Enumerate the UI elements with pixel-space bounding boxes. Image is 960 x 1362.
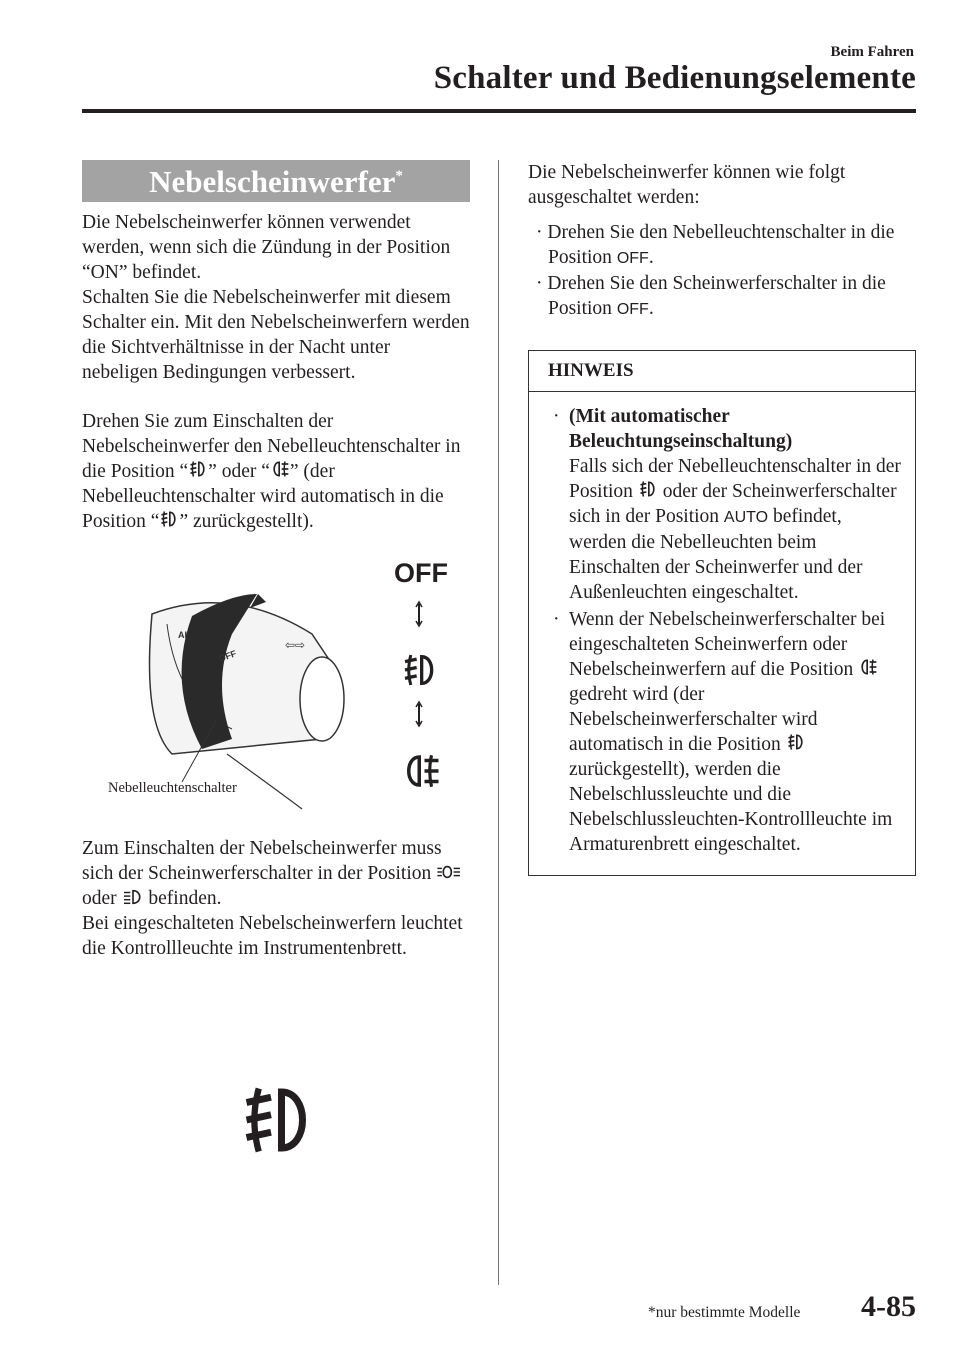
text: oder — [82, 888, 122, 909]
switch-illustration — [82, 554, 462, 814]
text: Wenn der Nebelscheinwerferschalter bei eingeschalteten Scheinwerfern oder Nebelscheinwerfern auf die Position — [569, 609, 886, 680]
paragraph: Bei eingeschalteten Nebelscheinwerfern leuchtet die Kontrollleuchte im Instrumentenbrett. — [82, 913, 463, 959]
headlight-icon — [122, 888, 144, 906]
front-fog-icon — [638, 479, 658, 499]
note-heading: HINWEIS — [529, 351, 915, 392]
text: Zum Einschalten der Nebelscheinwerfer muss sich der Scheinwerferschalter in der Position — [82, 838, 442, 884]
text: zurückgestellt), werden die Nebelschlussleuchte und die Nebelschlussleuchten-Kontrollleuchte im Armaturenbrett eingeschaltet. — [569, 759, 893, 855]
svg-text:OFF: OFF — [217, 648, 238, 664]
note-item-title: (Mit automatischer Beleuchtungseinschaltung) — [569, 406, 793, 452]
column-divider — [498, 160, 499, 1285]
switch-figure — [82, 554, 470, 822]
figure-off-label: OFF — [394, 558, 448, 588]
svg-text:AI: AI — [178, 630, 187, 640]
svg-text:⇦⇨: ⇦⇨ — [285, 638, 306, 652]
auto-label: AUTO — [723, 509, 769, 526]
figure-caption: Nebelleuchtenschalter — [108, 780, 237, 796]
list-item: · Drehen Sie den Scheinwerferschalter in die Position OFF. — [536, 273, 886, 319]
left-column — [82, 160, 470, 961]
text: Drehen Sie den Nebelleuchtenschalter in die Position — [547, 222, 895, 268]
off-instructions — [528, 220, 918, 322]
front-fog-icon — [188, 459, 208, 479]
rear-fog-icon — [270, 459, 290, 479]
footnote: *nur bestimmte Modelle — [648, 1304, 801, 1321]
front-fog-icon — [159, 509, 179, 529]
rear-fog-icon — [858, 657, 878, 677]
text: befindet, werden die Nebelleuchten beim Einschalten der Scheinwerfer und der Außenleuchten eingeschaltet. — [569, 506, 863, 603]
section-title — [82, 160, 470, 202]
text: Drehen Sie zum Einschalten der Nebelscheinwerfer den Nebelleuchtenschalter in die Position “ — [82, 411, 461, 482]
header-rule — [82, 109, 916, 113]
note-body — [529, 392, 915, 875]
text: Falls sich der Nebelleuchtenschalter in der Position — [569, 456, 901, 502]
off-label: OFF — [616, 301, 649, 318]
paragraph: Die Nebelscheinwerfer können wie folgt ausgeschaltet werden: — [528, 162, 846, 208]
paragraph: Schalten Sie die Nebelscheinwerfer mit diesem Schalter ein. Mit den Nebelscheinwerfern werden die Sichtverhältnisse in der Nacht unter nebeligen Bedingungen verbessert. — [82, 287, 470, 383]
chapter-label: Beim Fahren — [830, 44, 914, 60]
front-fog-icon — [786, 732, 806, 752]
note-item: · (Mit automatischer Beleuchtungseinschaltung) Falls sich der Nebelleuchtenschalter in der Position oder der Scheinwerferschalter sich in der Position AUTO befindet, werden die Nebelleuchten beim Einschalten der Scheinwerfer und der Außenleuchten eingeschaltet. — [553, 406, 901, 603]
list-item: · Drehen Sie den Nebelleuchtenschalter in die Position OFF. — [536, 222, 895, 268]
section-title-text: Nebelscheinwerfer — [149, 164, 396, 199]
paragraph — [82, 409, 470, 534]
parking-light-icon — [436, 863, 464, 881]
note-item: · Wenn der Nebelscheinwerferschalter bei eingeschalteten Scheinwerfern oder Nebelscheinwerfern auf die Position gedreht wird (der Nebelscheinwerferschalter wird automatisch in die Position zurückgestellt), werden die Nebelschlussleuchte und die Nebelschlussleuchten-Kontrollleuchte im Armaturenbrett eingeschaltet. — [553, 609, 893, 855]
note-box — [528, 350, 916, 876]
text: befinden. — [143, 888, 222, 909]
right-column — [528, 160, 918, 876]
paragraph — [82, 836, 470, 911]
section-marker: * — [395, 168, 403, 184]
text: oder der Scheinwerferschalter sich in der Position — [569, 481, 897, 527]
paragraph: Die Nebelscheinwerfer können verwendet werden, wenn sich die Zündung in der Position “ON” befindet. — [82, 212, 451, 283]
text: gedreht wird (der Nebelscheinwerferschalter wird automatisch in die Position — [569, 684, 818, 755]
text: ” zurückgestellt). — [179, 511, 314, 532]
page-header-title: Schalter und Bedienungselemente — [433, 60, 916, 96]
text: ” (der Nebelleuchtenschalter wird automatisch in die Position “ — [82, 461, 444, 532]
off-label: OFF — [616, 250, 649, 267]
front-fog-indicator-icon — [236, 1076, 320, 1164]
text: ” oder “ — [208, 461, 270, 482]
page-number: 4-85 — [861, 1290, 916, 1323]
text: Drehen Sie den Scheinwerferschalter in die Position — [547, 273, 886, 319]
